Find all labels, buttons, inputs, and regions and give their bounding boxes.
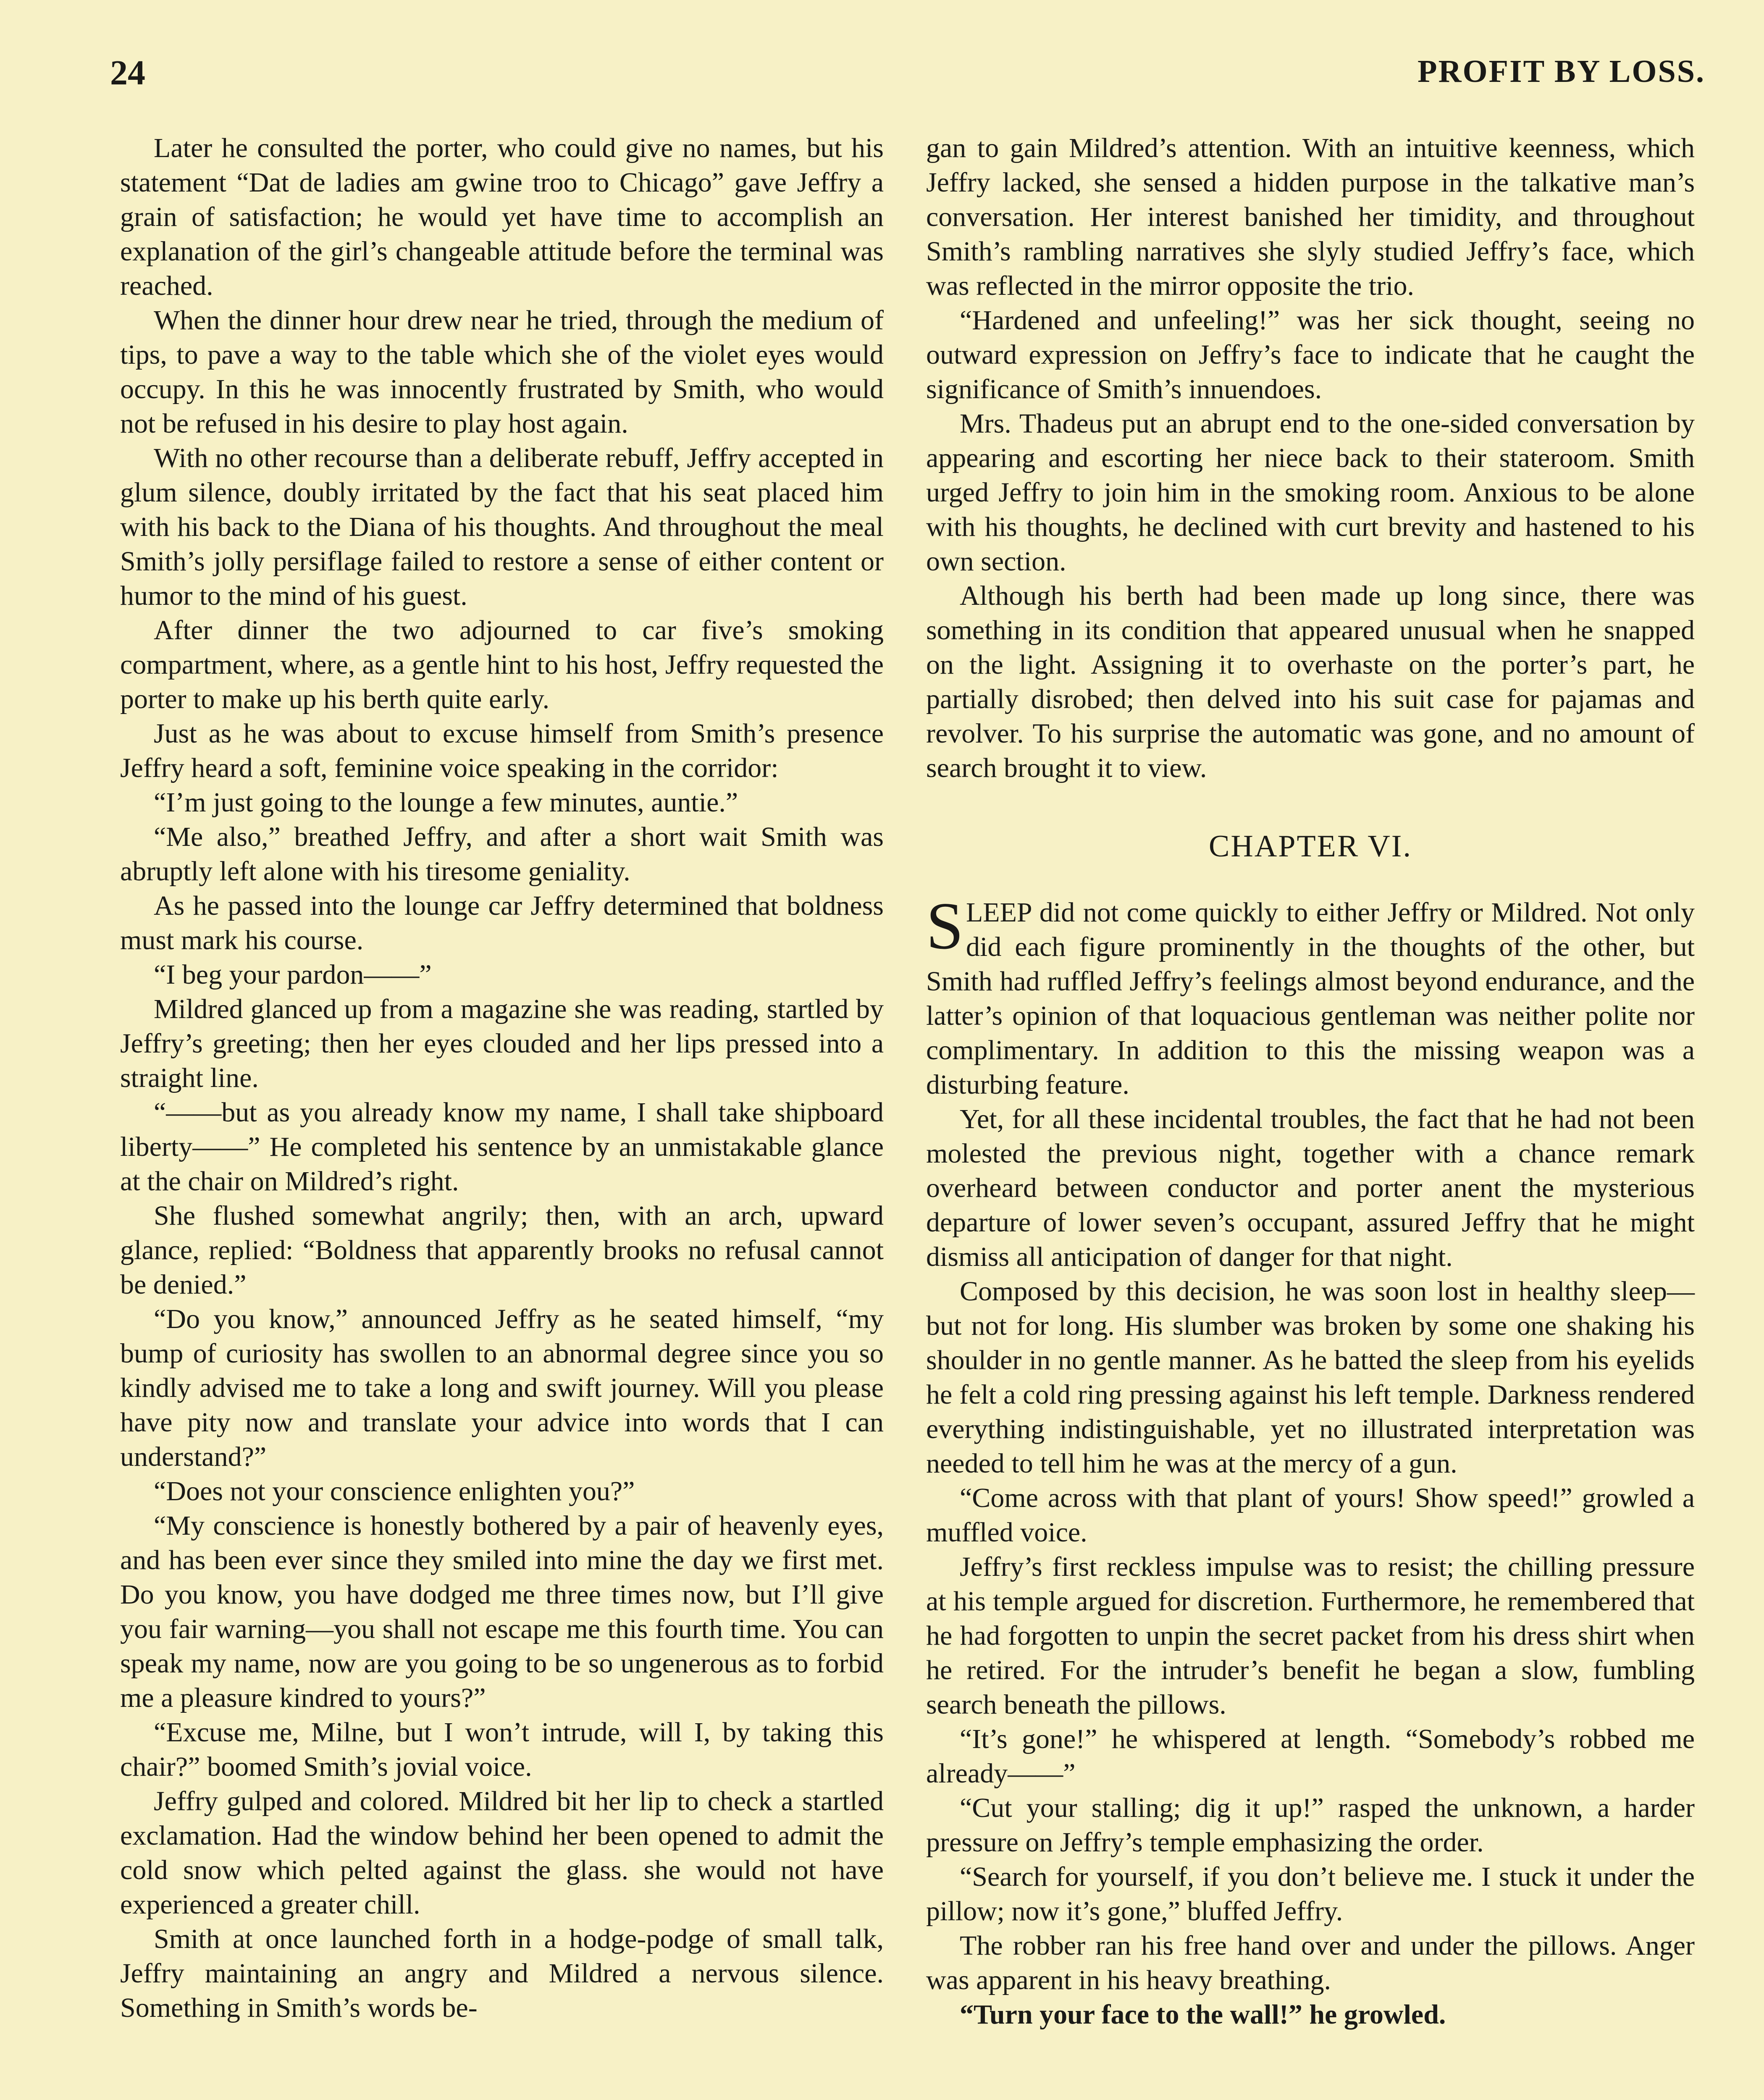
continued-paragraph: gan to gain Mildred’s attention. With an intuitive keenness, which Jeffry lacked, she sensed a hidden purpose in the talkative man’s conversation. Her interest banished her timidity, and throughout Smith’s rambling narratives she slyly studied Jeffry’s face, which was reflected in the mirror opposite the trio.	[926, 133, 1695, 301]
paragraph: Smith at once launched forth in a hodge-podge of small talk, Jeffry maintaining an angry and Mildred a nervous silence. Something in Smith’s words be-	[120, 1924, 884, 2023]
running-title: PROFIT BY LOSS.	[1418, 54, 1705, 89]
paragraph: “Does not your conscience enlighten you?”	[154, 1476, 635, 1507]
paragraph: “It’s gone!” he whispered at length. “Somebody’s robbed me already——”	[926, 1724, 1695, 1789]
chapter-opening-text: LEEP did not come quickly to either Jeffry or Mildred. Not only did each figure prominently in the thoughts of the other, but Smith had ruffled Jeffry’s feelings almost beyond endurance, and the latter’s opinion of that loquacious gentleman was neither polite nor complimentary. In addition to this the missing weapon was a disturbing feature.	[926, 897, 1695, 1100]
paragraph: She flushed somewhat angrily; then, with an arch, upward glance, replied: “Boldness that apparently brooks no refusal cannot be denied.”	[120, 1200, 884, 1300]
paragraph: “I beg your pardon——”	[154, 959, 432, 990]
paragraph: Jeffry’s first reckless impulse was to resist; the chilling pressure at his temple argued for discretion. Furthermore, he remembered that he had forgotten to unpin the secret packet from his dress shirt when he retired. For the intruder’s benefit he began a slow, fumbling search beneath the pillows.	[926, 1551, 1695, 1720]
left-column	[120, 131, 884, 2025]
paragraph: “Search for yourself, if you don’t believe me. I stuck it under the pillow; now it’s gone,” bluffed Jeffry.	[926, 1861, 1695, 1927]
paragraph: “Excuse me, Milne, but I won’t intrude, will I, by taking this chair?” boomed Smith’s jovial voice.	[120, 1717, 884, 1782]
chapter-opening-paragraph	[926, 888, 1695, 1102]
paragraph: As he passed into the lounge car Jeffry determined that boldness must mark his course.	[120, 890, 884, 956]
paragraph: The robber ran his free hand over and under the pillows. Anger was apparent in his heavy breathing.	[926, 1930, 1695, 1995]
paragraph: Composed by this decision, he was soon lost in healthy sleep—but not for long. His slumber was broken by some one shaking his shoulder in no gentle manner. As he batted the sleep from his eyelids he felt a cold ring pressing against his left temple. Darkness rendered everything indistinguishable, yet no illustrated interpretation was needed to tell him he was at the mercy of a gun.	[926, 1276, 1695, 1479]
paragraph: With no other recourse than a deliberate rebuff, Jeffry accepted in glum silence, doubly irritated by the fact that his seat placed him with his back to the Diana of his thoughts. And throughout the meal Smith’s jolly persiflage failed to restore a sense of either content or humor to the mind of his guest.	[120, 443, 884, 611]
page-header	[0, 0, 1764, 109]
paragraph: “Hardened and unfeeling!” was her sick thought, seeing no outward expression on Jeffry’s face to indicate that he caught the significance of Smith’s innuendoes.	[926, 305, 1695, 404]
paragraph: After dinner the two adjourned to car five’s smoking compartment, where, as a gentle hint to his host, Jeffry requested the porter to make up his berth quite early.	[120, 615, 884, 714]
paragraph: Mrs. Thadeus put an abrupt end to the one-sided conversation by appearing and escorting her niece back to their stateroom. Smith urged Jeffry to join him in the smoking room. Anxious to be alone with his thoughts, he declined with curt brevity and hastened to his own section.	[926, 408, 1695, 577]
paragraph: “Turn your face to the wall!” he growled.	[960, 1999, 1446, 2030]
paragraph: “Come across with that plant of yours! Show speed!” growled a muffled voice.	[926, 1483, 1695, 1548]
paragraph: “My conscience is honestly bothered by a pair of heavenly eyes, and has been ever since they smiled into mine the day we first met. Do you know, you have dodged me three times now, but I’ll give you fair warning—you shall not escape me this fourth time. You can speak my name, now are you going to be so ungenerous as to forbid me a pleasure kindred to yours?”	[120, 1510, 884, 1713]
paragraph: “I’m just going to the lounge a few minutes, auntie.”	[154, 787, 738, 818]
paragraph: “Me also,” breathed Jeffry, and after a short wait Smith was abruptly left alone with his tiresome geniality.	[120, 822, 884, 887]
paragraph: Yet, for all these incidental troubles, the fact that he had not been molested the previous night, together with a chance remark overheard between conductor and porter anent the mysterious departure of lower seven’s occupant, assured Jeffry that he might dismiss all anticipation of danger for that night.	[926, 1104, 1695, 1272]
paragraph: Mildred glanced up from a magazine she was reading, startled by Jeffry’s greeting; then her eyes clouded and her lips pressed into a straight line.	[120, 994, 884, 1093]
paragraph: Although his berth had been made up long since, there was something in its condition that appeared unusual when he snapped on the light. Assigning it to overhaste on the porter’s part, he partially disrobed; then delved into his suit case for pajamas and revolver. To his surprise the automatic was gone, and no amount of search brought it to view.	[926, 580, 1695, 783]
page-number: 24	[110, 53, 145, 92]
paragraph: “Do you know,” announced Jeffry as he seated himself, “my bump of curiosity has swollen to an abnormal degree since you so kindly advised me to take a long and swift journey. Will you please have pity now and translate your advice into words that I can understand?”	[120, 1304, 884, 1472]
chapter-heading: CHAPTER VI.	[1209, 829, 1412, 864]
paragraph: Later he consulted the porter, who could give no names, but his statement “Dat de ladies am gwine troo to Chicago” gave Jeffry a grain of satisfaction; he would yet have time to accomplish an explanation of the girl’s changeable attitude before the terminal was reached.	[120, 133, 884, 301]
paragraph: “Cut your stalling; dig it up!” rasped the unknown, a harder pressure on Jeffry’s temple emphasizing the order.	[926, 1793, 1695, 1858]
paragraph: Jeffry gulped and colored. Mildred bit her lip to check a startled exclamation. Had the window behind her been opened to admit the cold snow which pelted against the glass. she would not have experienced a greater chill.	[120, 1786, 884, 1920]
paragraph: Just as he was about to excuse himself from Smith’s presence Jeffry heard a soft, feminine voice speaking in the corridor:	[120, 718, 884, 783]
drop-cap: S	[926, 888, 963, 963]
paragraph: When the dinner hour drew near he tried, through the medium of tips, to pave a way to the table which she of the violet eyes would occupy. In this he was innocently frustrated by Smith, who would not be refused in his desire to play host again.	[120, 305, 884, 439]
right-column	[926, 131, 1695, 2032]
paragraph: “——but as you already know my name, I shall take shipboard liberty——” He completed his sentence by an unmistakable glance at the chair on Mildred’s right.	[120, 1097, 884, 1197]
